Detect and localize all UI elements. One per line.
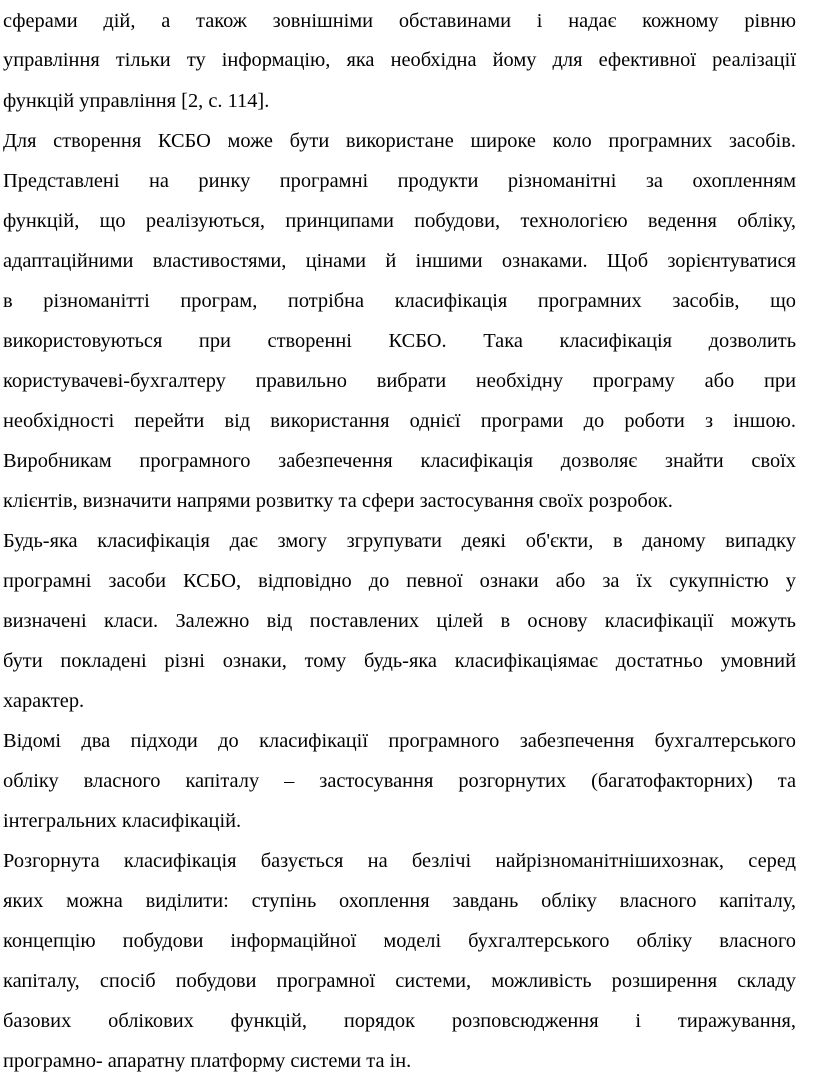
text-line: Для створення КСБО може бути використане широке коло програмних засобів. — [3, 130, 796, 152]
text-line: концепцію побудови інформаційної моделі бухгалтерського обліку власного — [3, 930, 796, 952]
text-line: бути покладені різні ознаки, тому будь-яка класифікаціямає достатньо умовний — [3, 650, 796, 672]
text-line: характер. — [3, 690, 85, 712]
text-line: Представлені на ринку програмні продукти різноманітні за охопленням — [3, 170, 796, 192]
text-line: управління тільки ту інформацію, яка необхідна йому для ефективної реалізації — [3, 49, 796, 71]
text-line: користувачеві-бухгалтеру правильно вибрати необхідну програму або при — [3, 370, 796, 392]
text-line: програмні засоби КСБО, відповідно до певної ознаки або за їх сукупністю у — [3, 570, 796, 592]
text-line: капіталу, спосіб побудови програмної системи, можливість розширення складу — [3, 970, 796, 992]
text-line: Виробникам програмного забезпечення класифікація дозволяє знайти своїх — [3, 450, 796, 472]
text-line: клієнтів, визначити напрями розвитку та сфери застосування своїх розробок. — [3, 490, 673, 512]
text-line: базових облікових функцій, порядок розповсюдження і тиражування, — [3, 1010, 796, 1032]
text-line: яких можна виділити: ступінь охоплення завдань обліку власного капіталу, — [3, 890, 796, 912]
text-line: необхідності перейти від використання однієї програми до роботи з іншою. — [3, 410, 796, 432]
text-line: Будь-яка класифікація дає змогу згрупувати деякі об'єкти, в даному випадку — [3, 530, 796, 552]
text-line: функцій, що реалізуються, принципами побудови, технологією ведення обліку, — [3, 210, 796, 232]
text-line: функцій управління [2, с. 114]. — [3, 90, 270, 112]
text-line: в різноманітті програм, потрібна класифікація програмних засобів, що — [3, 290, 796, 312]
text-line: програмно- апаратну платформу системи та ін. — [3, 1050, 412, 1072]
text-line: використовуються при створенні КСБО. Така класифікація дозволить — [3, 330, 796, 352]
text-line: обліку власного капіталу – застосування розгорнутих (багатофакторних) та — [3, 770, 796, 792]
text-line: Відомі два підходи до класифікації програмного забезпечення бухгалтерського — [3, 730, 796, 752]
text-line: адаптаційними властивостями, цінами й іншими ознаками. Щоб зорієнтуватися — [3, 250, 796, 272]
text-line: визначені класи. Залежно від поставлених цілей в основу класифікації можуть — [3, 610, 796, 632]
text-line: інтегральних класифікацій. — [3, 810, 242, 832]
text-line: сферами дій, а також зовнішніми обставинами і надає кожному рівню — [3, 10, 796, 32]
text-line: Розгорнута класифікація базується на безлічі найрізноманітнішихознак, серед — [3, 850, 796, 872]
